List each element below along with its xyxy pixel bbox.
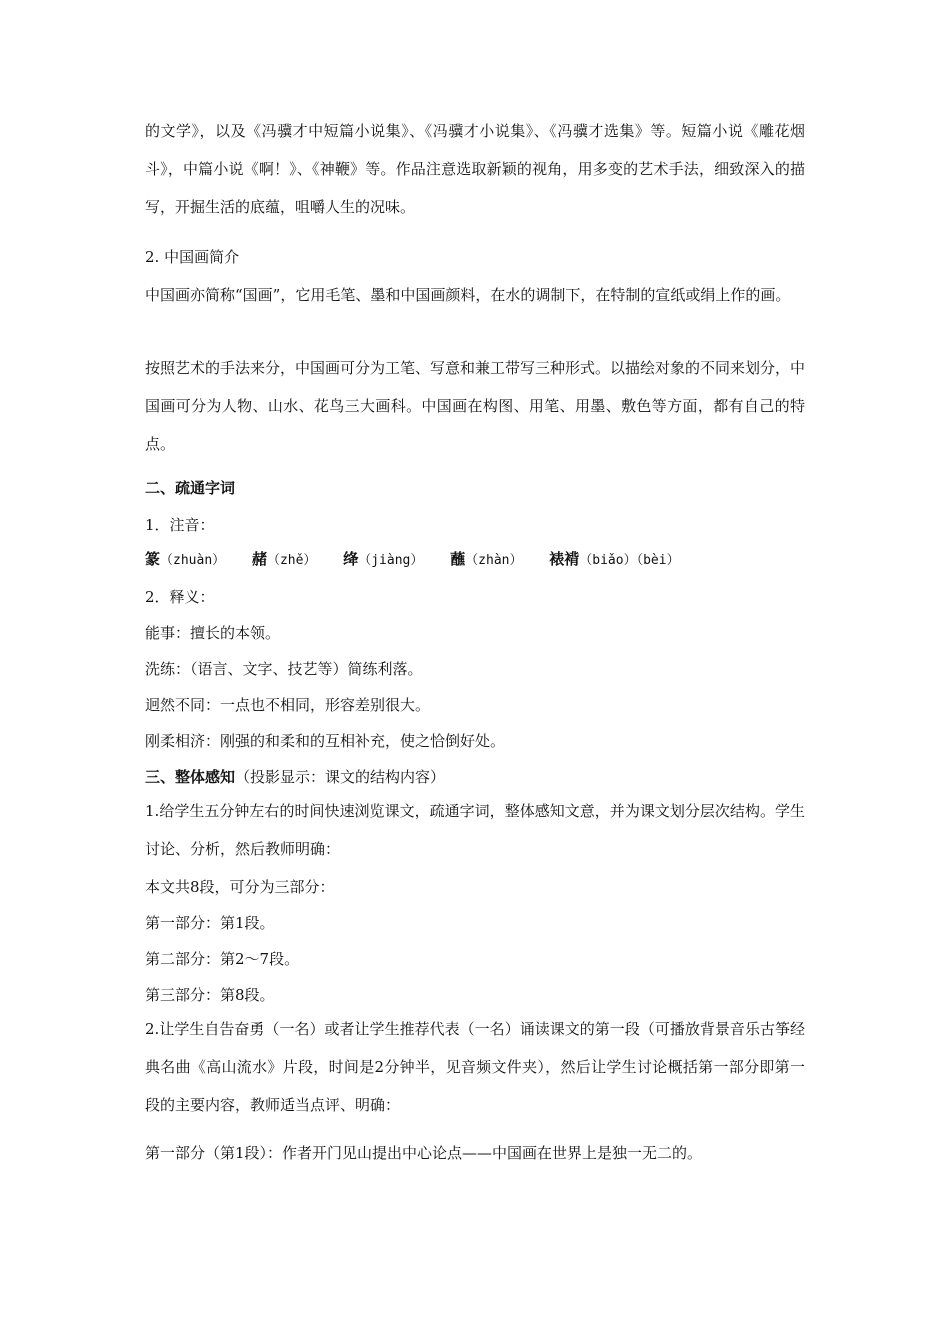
chinese-painting-definition: 中国画亦简称“国画”，它用毛笔、墨和中国画颜料，在水的调制下，在特制的宣纸或绢上作的画。	[145, 286, 791, 304]
author-works-paragraph: 的文学》，以及《冯骥才中短篇小说集》、《冯骥才小说集》、《冯骥才选集》等。短篇小说《雕花烟斗》，中篇小说《啊！》、《神鞭》等。作品注意选取新颖的视角，用多变的艺术手法，细致深入的描写，开掘生活的底蕴，咀嚼人生的况味。	[145, 122, 805, 216]
definition-item: 刚柔相济：刚强的和柔和的互相补充，使之恰倒好处。	[145, 732, 506, 750]
pinyin-list	[145, 548, 702, 569]
overview-instruction: 1.给学生五分钟左右的时间快速浏览课文，疏通字词，整体感知文意，并为课文划分层次结构。学生讨论、分析，然后教师明确：	[145, 802, 805, 858]
shiyi-label: 2．释义：	[145, 588, 215, 606]
zhuyin-label: 1．注音：	[145, 516, 215, 534]
definition-item: 洗练：（语言、文字、技艺等）简练利落。	[145, 660, 423, 678]
definition-item: 能事：擅长的本领。	[145, 624, 281, 642]
pinyin-item: 蘸（zhàn）	[450, 550, 523, 568]
chinese-painting-categories: 按照艺术的手法来分，中国画可分为工笔、写意和兼工带写三种形式。以描绘对象的不同来划分，中国画可分为人物、山水、花鸟三大画科。中国画在构图、用笔、用墨、敷色等方面，都有自己的特点。	[145, 359, 806, 453]
structure-line: 第三部分：第8段。	[145, 986, 275, 1004]
subheading-chinese-painting: 2. 中国画简介	[145, 248, 240, 266]
structure-line: 第一部分：第1段。	[145, 914, 275, 932]
structure-line: 本文共8段，可分为三部分：	[145, 878, 335, 896]
definition-item: 迥然不同：一点也不相同，形容差别很大。	[145, 696, 431, 714]
section-three-heading: 三、整体感知（投影显示：课文的结构内容）	[145, 768, 446, 786]
reading-instruction: 2.让学生自告奋勇（一名）或者让学生推荐代表（一名）诵读课文的第一段（可播放背景音乐古筝经典名曲《高山流水》片段，时间是2分钟半，见音频文件夹），然后让学生讨论概括第一部分即第一段的主要内容，教师适当点评、明确：	[145, 1020, 805, 1114]
pinyin-item: 赭（zhě）	[251, 550, 317, 568]
pinyin-item: 绛（jiàng）	[343, 550, 424, 568]
section-two-heading: 二、疏通字词	[145, 479, 236, 497]
part-one-summary: 第一部分（第1段）：作者开门见山提出中心论点——中国画在世界上是独一无二的。	[145, 1144, 703, 1162]
structure-line: 第二部分：第2～7段。	[145, 950, 300, 968]
pinyin-item: 篆（zhuàn）	[145, 550, 226, 568]
pinyin-item: 裱褙（biǎo）（bèi）	[549, 550, 680, 568]
